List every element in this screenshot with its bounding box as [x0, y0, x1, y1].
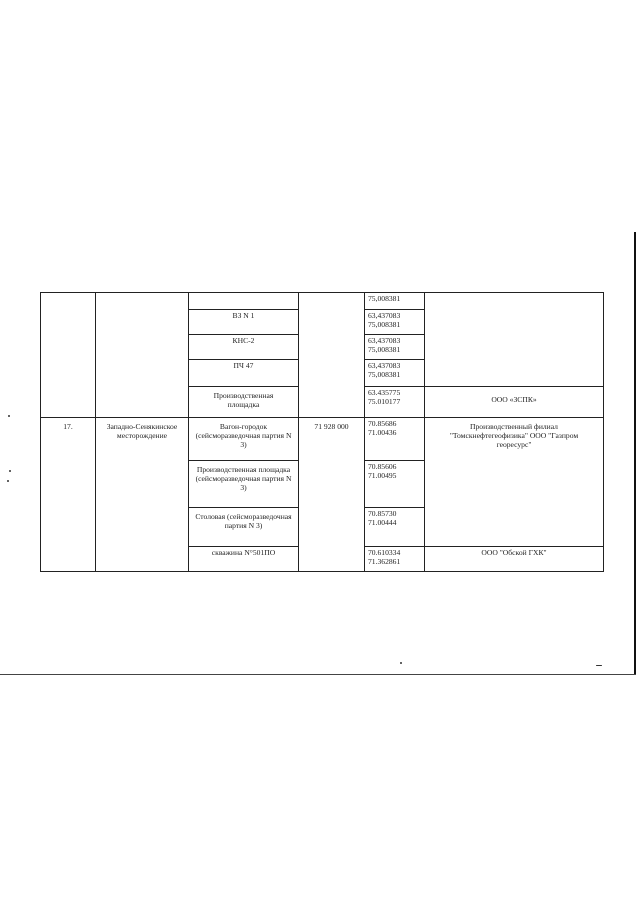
object-cell: Столовая (сейсморазведочная партия N 3) — [189, 508, 299, 547]
object-cell: Производственная площадка (сейсморазведочная партия N 3) — [189, 461, 299, 508]
area-cell-empty — [299, 293, 365, 418]
objects-table — [40, 292, 604, 572]
coordinate-value: 75,008381 — [368, 294, 401, 303]
coordinate-value: 71.00444 — [368, 518, 397, 527]
coordinate-value: 71.00495 — [368, 471, 397, 480]
scan-speck — [400, 662, 402, 664]
object-cell: КНС-2 — [189, 335, 299, 360]
coordinates-cell — [365, 418, 425, 461]
number-cell: 17. — [41, 418, 96, 572]
number-cell-empty — [41, 293, 96, 418]
object-cell: Производственная площадка — [189, 387, 299, 418]
coordinate-value: 70.85730 — [368, 509, 397, 518]
coordinates-cell — [365, 547, 425, 572]
coordinate-value: 75.010177 — [368, 397, 401, 406]
coordinate-value: 75,008381 — [368, 370, 401, 379]
scan-speck — [9, 470, 11, 472]
coordinate-value: 63.435775 — [368, 388, 401, 397]
area-cell: 71 928 000 — [299, 418, 365, 572]
coordinates-cell — [365, 360, 425, 387]
table-row — [41, 418, 604, 461]
coordinate-value: 75,008381 — [368, 320, 401, 329]
scan-edge-line-bottom — [0, 674, 636, 675]
coordinates-cell — [365, 310, 425, 335]
coordinate-value: 70.610334 — [368, 548, 401, 557]
scan-speck — [7, 480, 9, 482]
coordinate-value: 63,437083 — [368, 311, 401, 320]
organization-cell: Производственный филиал "Томскнефтегеофизика" ООО "Газпром георесурс" — [425, 418, 604, 547]
object-cell: ВЗ N 1 — [189, 310, 299, 335]
object-cell: ПЧ 47 — [189, 360, 299, 387]
coordinates-cell — [365, 387, 425, 418]
coordinate-value: 71.362861 — [368, 557, 401, 566]
coordinate-value: 70.85686 — [368, 419, 397, 428]
coordinate-value: 63,437083 — [368, 336, 401, 345]
organization-cell: ООО «ЗСПК» — [425, 387, 604, 418]
organization-cell-empty — [425, 293, 604, 387]
scan-speck — [596, 665, 602, 666]
coordinates-cell — [365, 293, 425, 310]
coordinates-cell — [365, 335, 425, 360]
coordinate-value: 70.85606 — [368, 462, 397, 471]
coordinates-cell — [365, 508, 425, 547]
coordinate-value: 71.00436 — [368, 428, 397, 437]
field-cell-empty — [96, 293, 189, 418]
table-row — [41, 293, 604, 310]
coordinate-value: 63,437083 — [368, 361, 401, 370]
object-cell — [189, 293, 299, 310]
coordinates-cell — [365, 461, 425, 508]
scan-edge-line-right — [634, 232, 636, 674]
object-cell: Вагон-городок (сейсморазведочная партия N 3) — [189, 418, 299, 461]
scan-speck — [8, 415, 10, 417]
organization-cell: ООО "Обской ГХК" — [425, 547, 604, 572]
object-cell: скважина N°501ПО — [189, 547, 299, 572]
coordinate-value: 75,008381 — [368, 345, 401, 354]
field-cell: Западно-Сенякинское месторождение — [96, 418, 189, 572]
